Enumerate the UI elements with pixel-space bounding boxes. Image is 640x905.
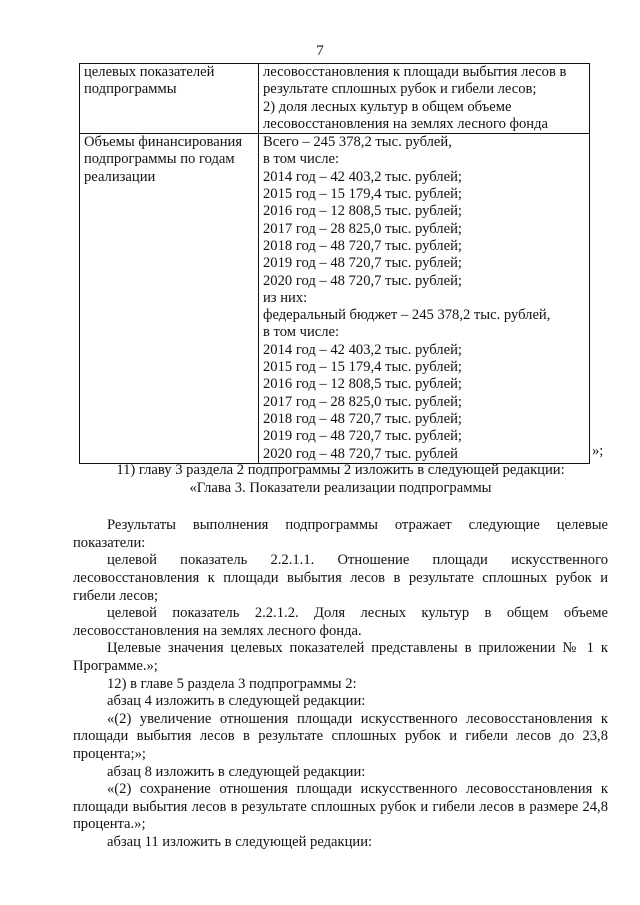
cell-line: реализации [84, 168, 156, 185]
indicators-label-cell [80, 64, 259, 134]
cell-line: лесовосстановления на землях лесного фонда [263, 115, 548, 132]
cell-line: 2) доля лесных культур в общем объеме [263, 98, 512, 115]
cell-line: подпрограммы по годам [84, 151, 235, 168]
passport-table [79, 63, 590, 464]
financing-line: Всего – 245 378,2 тыс. рублей, [263, 134, 452, 151]
financing-line: 2016 год – 12 808,5 тыс. рублей; [263, 203, 462, 220]
paragraph-11-intro: абзац 11 изложить в следующей редакции: [107, 833, 373, 850]
financing-line: 2018 год – 48 720,7 тыс. рублей; [263, 237, 462, 254]
financing-label-cell [80, 134, 259, 464]
amendment-text [73, 462, 608, 851]
indicator-1: целевой показатель 2.2.1.1. Отношение площади искусственного лесовосстановления к площади выбытия лесов в результате сплошных рубок и гибели лесов; [73, 552, 608, 604]
financing-line: 2017 год – 28 825,0 тыс. рублей; [263, 393, 462, 410]
financing-line: 2019 год – 48 720,7 тыс. рублей; [263, 428, 462, 445]
financing-line: в том числе: [263, 324, 340, 341]
paragraph-8-text: «(2) сохранение отношения площади искусственного лесовосстановления к площади выбытия лесов в результате сплошных рубок и гибели лесов в размере 24,8 процента.»; [73, 781, 608, 833]
cell-line: подпрограммы [84, 81, 177, 98]
financing-line: в том числе: [263, 151, 340, 168]
financing-line: 2018 год – 48 720,7 тыс. рублей; [263, 410, 462, 427]
financing-line: 2014 год – 42 403,2 тыс. рублей; [263, 168, 462, 185]
financing-line: 2014 год – 42 403,2 тыс. рублей; [263, 341, 462, 358]
item-11: 11) главу 3 раздела 2 подпрограммы 2 изложить в следующей редакции: [116, 462, 565, 478]
financing-line: 2016 год – 12 808,5 тыс. рублей; [263, 376, 462, 393]
table-row-financing [80, 134, 590, 464]
financing-line: 2015 год – 15 179,4 тыс. рублей; [263, 186, 462, 203]
financing-line: 2015 год – 15 179,4 тыс. рублей; [263, 359, 462, 376]
paragraph-4-intro: абзац 4 изложить в следующей редакции: [107, 693, 366, 710]
financing-value-cell [259, 134, 590, 464]
financing-line: 2017 год – 28 825,0 тыс. рублей; [263, 220, 462, 237]
cell-line: Объемы финансирования [84, 134, 243, 151]
target-values: Целевые значения целевых показателей представлены в приложении № 1 к Программе.»; [73, 640, 608, 674]
financing-line: 2019 год – 48 720,7 тыс. рублей; [263, 255, 462, 272]
chapter-title: «Глава 3. Показатели реализации подпрограммы [189, 479, 492, 496]
financing-line: 2020 год – 48 720,7 тыс. рублей [263, 445, 458, 462]
paragraph-4-text: «(2) увеличение отношения площади искусственного лесовосстановления к площади выбытия лесов в результате сплошных рубок и гибели лесов до 23,8 процента;»; [73, 710, 608, 762]
indicator-2: целевой показатель 2.2.1.2. Доля лесных культур в общем объеме лесовосстановления на землях лесного фонда. [73, 605, 608, 639]
cell-line: лесовосстановления к площади выбытия лесов в [263, 64, 567, 80]
table-closing-quote: »; [592, 443, 604, 459]
paragraph-8-intro: абзац 8 изложить в следующей редакции: [107, 763, 366, 780]
cell-line: целевых показателей [84, 64, 215, 80]
financing-line: из них: [263, 289, 308, 306]
item-12: 12) в главе 5 раздела 3 подпрограммы 2: [107, 675, 357, 692]
financing-line: 2020 год – 48 720,7 тыс. рублей; [263, 272, 462, 289]
page-number: 7 [316, 43, 324, 59]
results-intro: Результаты выполнения подпрограммы отражает следующие целевые показатели: [73, 517, 608, 551]
indicators-value-cell [259, 64, 590, 134]
cell-line: результате сплошных рубок и гибели лесов; [263, 81, 537, 98]
table-row-indicators [80, 64, 590, 134]
financing-line: федеральный бюджет – 245 378,2 тыс. рублей, [263, 307, 551, 324]
